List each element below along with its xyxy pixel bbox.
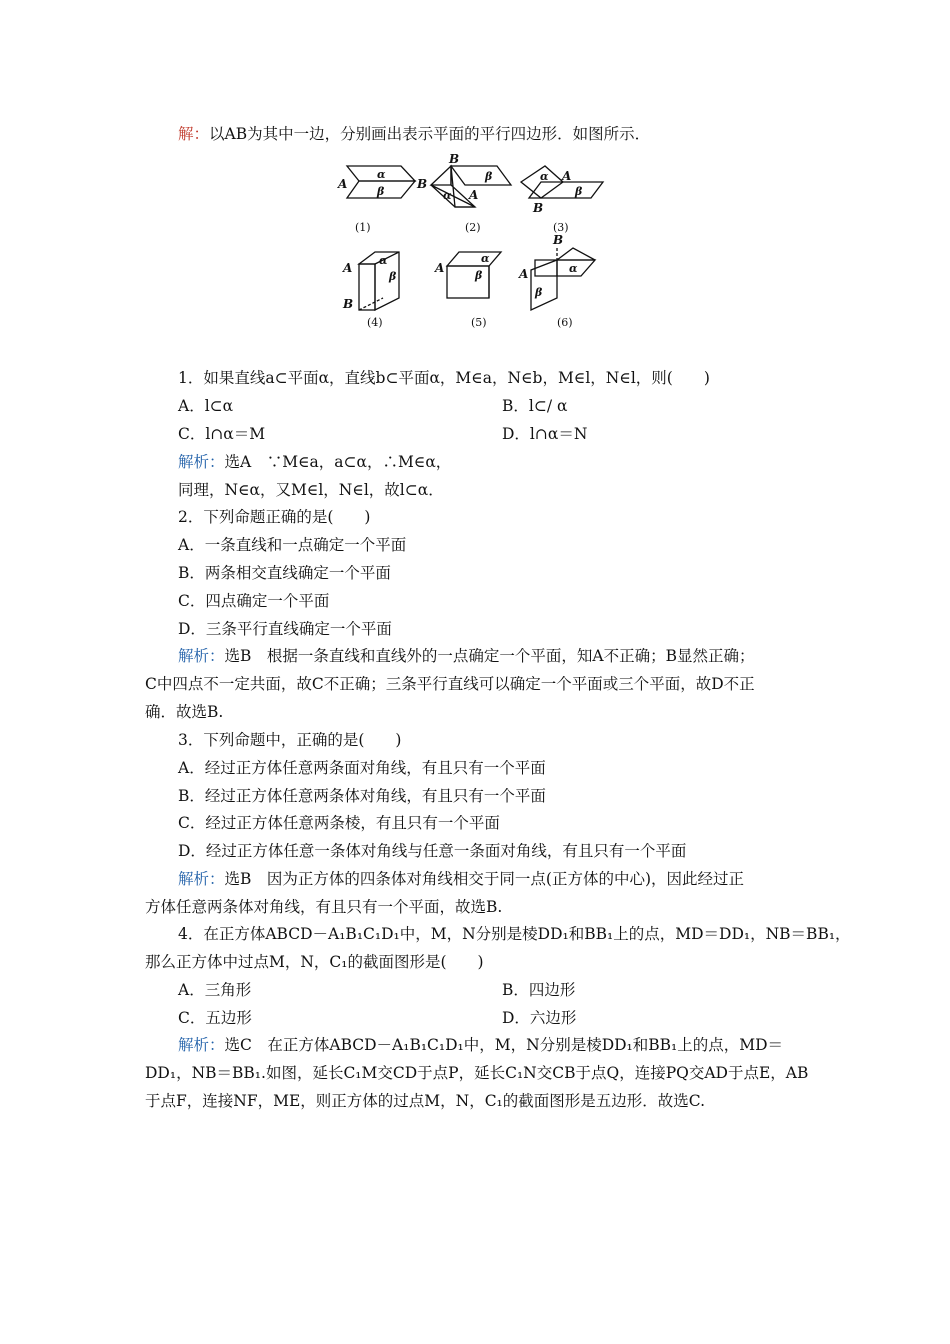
- fig2-label-beta: β: [485, 170, 493, 183]
- fig6-label-a: A: [519, 267, 529, 281]
- q1-stem: 1．如果直线a⊂平面α，直线b⊂平面α，M∈a，N∈b，M∈l，N∈l，则( ): [178, 369, 710, 387]
- fig3-label-alpha: α: [540, 170, 549, 183]
- fig5-label-beta: β: [475, 269, 483, 282]
- q4-option-a: A．三角形: [178, 981, 252, 999]
- q1-option-a: A．l⊂α: [178, 397, 234, 415]
- q1-option-c: C．l∩α＝M: [178, 425, 266, 443]
- q2-analysis-label: 解析：: [178, 647, 225, 665]
- q4-analysis-label: 解析：: [178, 1036, 225, 1054]
- q4-analysis-line-3: 于点F，连接NF，ME，则正方体的过点M，N，C₁的截面图形是五边形．故选C.: [145, 1092, 706, 1110]
- fig3-label-b: B: [533, 201, 544, 215]
- fig2-label-a: A: [469, 188, 479, 202]
- q1-option-b: B．l⊂/ α: [502, 397, 568, 415]
- fig2-label-b: B: [449, 152, 460, 166]
- fig3-caption: (3): [553, 221, 569, 234]
- q3-analysis-line-1: [178, 869, 744, 889]
- fig6-label-beta: β: [535, 286, 543, 299]
- q3-stem: 3．下列命题中，正确的是( ): [178, 731, 402, 749]
- q2-analysis-line-2: C中四点不一定共面，故C不正确；三条平行直线可以确定一个平面或三个平面，故D不正: [145, 675, 755, 693]
- q3-option-a: A．经过正方体任意两条面对角线，有且只有一个平面: [178, 759, 546, 777]
- q4-option-b: B．四边形: [502, 981, 576, 999]
- intro-line: [178, 124, 650, 144]
- q2-option-a: A．一条直线和一点确定一个平面: [178, 536, 407, 554]
- figure-3: [521, 166, 603, 234]
- q4-analysis-text-1: 选C 在正方体ABCD－A₁B₁C₁D₁中，M，N分别是棱DD₁和BB₁上的点，MD＝: [224, 1036, 784, 1054]
- q2-option-d: D．三条平行直线确定一个平面: [178, 620, 392, 638]
- q2-analysis-line-3: 确．故选B.: [145, 703, 224, 721]
- fig1-caption: (1): [355, 221, 371, 234]
- figure-1: [337, 166, 427, 234]
- fig5-label-alpha: α: [481, 252, 490, 265]
- fig5-caption: (5): [471, 316, 487, 329]
- fig1-label-alpha: α: [377, 168, 386, 181]
- q3-option-c: C．经过正方体任意两条棱，有且只有一个平面: [178, 814, 500, 832]
- q3-analysis-label: 解析：: [178, 870, 225, 888]
- q2-option-b: B．两条相交直线确定一个平面: [178, 564, 391, 582]
- fig3-label-beta: β: [575, 185, 583, 198]
- q2-analysis-text-1: 选B 根据一条直线和直线外的一点确定一个平面，知A不正确；B显然正确；: [224, 647, 755, 665]
- q2-analysis-line-1: [178, 646, 755, 666]
- q1-option-d: D．l∩α＝N: [502, 425, 588, 443]
- fig4-label-alpha: α: [379, 254, 388, 267]
- figure-5: [434, 252, 501, 329]
- q4-option-d: D．六边形: [502, 1009, 577, 1027]
- fig4-label-a: A: [343, 261, 353, 275]
- intro-text: 以AB为其中一边，分别画出表示平面的平行四边形．如图所示．: [209, 125, 651, 143]
- fig6-caption: (6): [557, 316, 573, 329]
- fig4-caption: (4): [367, 316, 383, 329]
- figure-2: [431, 152, 511, 234]
- figure-6: [518, 233, 595, 329]
- fig2-caption: (2): [465, 221, 481, 234]
- intro-label: 解：: [178, 125, 210, 143]
- q1-analysis-line-1: [178, 452, 451, 472]
- q4-stem-line-1: 4．在正方体ABCD－A₁B₁C₁D₁中，M，N分别是棱DD₁和BB₁上的点，MD＝DD₁，NB＝BB₁，: [178, 925, 851, 943]
- q4-stem-line-2: 那么正方体中过点M，N，C₁的截面图形是( ): [145, 953, 484, 971]
- fig1-label-beta: β: [377, 185, 385, 198]
- q1-analysis-line-2: 同理，N∈α，又M∈l，N∈l，故l⊂α．: [178, 481, 444, 499]
- q3-analysis-line-2: 方体任意两条体对角线，有且只有一个平面，故选B.: [145, 898, 503, 916]
- q2-stem: 2．下列命题正确的是( ): [178, 508, 371, 526]
- q3-analysis-text-1: 选B 因为正方体的四条体对角线相交于同一点(正方体的中心)，因此经过正: [224, 870, 745, 888]
- fig6-label-alpha: α: [569, 262, 578, 275]
- figure-4: [342, 252, 399, 329]
- fig4-label-b: B: [343, 297, 354, 311]
- planes-figures: [335, 152, 635, 342]
- fig1-label-a: A: [338, 177, 348, 191]
- q3-option-d: D．经过正方体任意一条体对角线与任意一条面对角线，有且只有一个平面: [178, 842, 687, 860]
- q3-option-b: B．经过正方体任意两条体对角线，有且只有一个平面: [178, 787, 546, 805]
- q1-analysis-label: 解析：: [178, 453, 225, 471]
- fig4-label-beta: β: [389, 270, 397, 283]
- fig2-label-alpha: α: [443, 189, 452, 202]
- q4-analysis-line-2: DD₁，NB＝BB₁.如图，延长C₁M交CD于点P，延长C₁N交CB于点Q，连接PQ交AD于点E，AB: [145, 1064, 809, 1082]
- fig6-label-b: B: [553, 233, 564, 247]
- q2-option-c: C．四点确定一个平面: [178, 592, 330, 610]
- fig3-label-a: A: [562, 169, 572, 183]
- q4-analysis-line-1: [178, 1035, 783, 1055]
- q1-analysis-text-1: 选A ∵M∈a，a⊂α，∴M∈α，: [224, 453, 452, 471]
- fig1-label-b: B: [417, 177, 428, 191]
- fig5-label-a: A: [435, 261, 445, 275]
- q4-option-c: C．五边形: [178, 1009, 252, 1027]
